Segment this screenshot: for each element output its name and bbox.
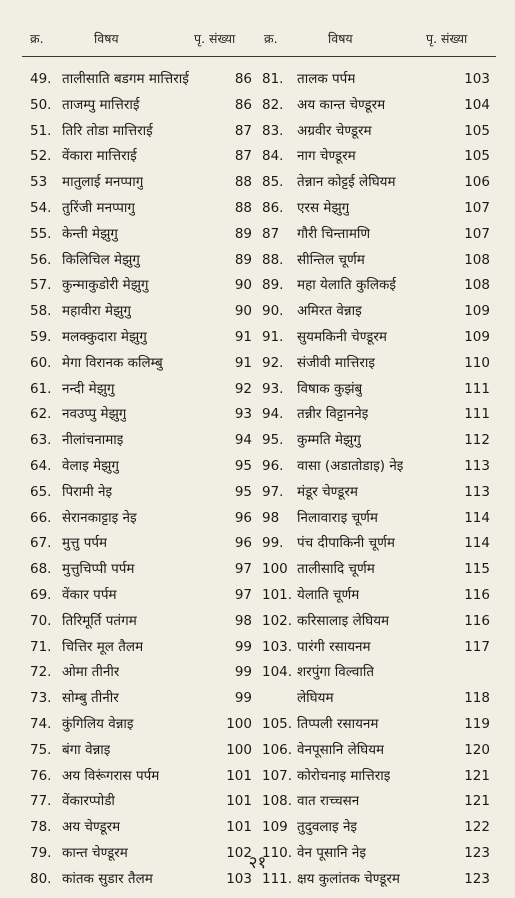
entry-title-left: मुत्तुचिप्पी पर्पम xyxy=(62,561,135,578)
entry-page-right: 120 xyxy=(464,741,490,758)
entry-page-left: 98 xyxy=(234,612,252,629)
entry-page-right: 121 xyxy=(464,793,490,810)
entry-title-left: तुरिंजी मनप्पागु xyxy=(62,200,136,216)
entry-number-right: 104. xyxy=(262,664,293,681)
entry-title-left: ताजम्पु मात्तिराई xyxy=(62,96,140,113)
table-row xyxy=(0,118,515,144)
entry-page-left: 88 xyxy=(234,200,252,216)
table-row xyxy=(0,272,515,298)
entry-number-left: 60. xyxy=(30,354,52,371)
entry-number-right: 107. xyxy=(262,767,293,784)
entry-page-right: 108 xyxy=(464,277,490,294)
entry-number-left: 72. xyxy=(30,664,52,681)
entry-page-right: 111 xyxy=(464,406,490,423)
entry-number-right: 109 xyxy=(262,819,288,836)
entry-number-right: 91. xyxy=(262,329,284,345)
entry-number-left: 58. xyxy=(30,303,52,320)
entry-number-left: 56. xyxy=(30,251,52,268)
entry-number-right: 105. xyxy=(262,716,293,732)
entry-title-right: संजीवी मात्तिराइ xyxy=(297,354,375,371)
page-number: २१ xyxy=(248,853,267,873)
entry-number-right: 93. xyxy=(262,380,284,397)
entry-number-right: 99. xyxy=(262,535,284,552)
entry-page-left: 91 xyxy=(234,354,252,371)
entry-title-left: मुत्तु पर्पम xyxy=(62,535,108,552)
table-row xyxy=(0,530,515,556)
entry-page-right: 103 xyxy=(464,71,490,87)
entry-number-left: 61. xyxy=(30,380,52,397)
entry-page-left: 92 xyxy=(234,380,252,397)
entry-title-left: बंगा वेन्नाइ xyxy=(62,741,111,758)
header-subject-right: विषय xyxy=(328,31,353,46)
table-row xyxy=(0,66,515,92)
entry-number-left: 57. xyxy=(30,277,52,294)
entry-title-left: पिरामी नेइ xyxy=(62,483,113,500)
table-row xyxy=(0,737,515,763)
entry-title-right: महा येलाति कुलिकई xyxy=(297,277,397,294)
table-row xyxy=(0,608,515,634)
entry-title-right: निलावाराइ चूर्णम xyxy=(297,509,378,526)
entry-title-left: तालीसाति बडगम मात्तिराई xyxy=(62,71,189,87)
table-row xyxy=(0,143,515,169)
entry-number-right: 85. xyxy=(262,174,284,191)
table-row xyxy=(0,169,515,195)
entry-page-right: 106 xyxy=(464,174,490,191)
entry-title-right: तुदुवलाइ नेइ xyxy=(297,819,358,836)
table-row xyxy=(0,298,515,324)
entry-title-right: नाग चेण्डूरम xyxy=(297,148,356,165)
entry-title-left: कांतक सुडार तैलम xyxy=(62,870,153,887)
entry-title-right: वेनपूसानि लेघियम xyxy=(297,741,385,758)
entry-page-left: 101 xyxy=(226,819,252,836)
entry-number-right: 102. xyxy=(262,612,293,629)
header-page-left: पृ. संख्या xyxy=(194,31,236,46)
entry-page-right: 117 xyxy=(464,638,490,655)
entry-page-left: 90 xyxy=(234,303,252,320)
entry-number-right: 87 xyxy=(262,225,280,242)
entry-number-left: 74. xyxy=(30,716,52,732)
entry-page-right: 105 xyxy=(464,148,490,165)
table-row xyxy=(0,505,515,531)
entry-title-right: वासा (अडातोडाइ) नेइ xyxy=(297,458,404,474)
entry-page-right: 107 xyxy=(464,225,490,242)
header-subject-left: विषय xyxy=(94,31,119,46)
entry-number-left: 55. xyxy=(30,225,52,242)
entry-page-right: 113 xyxy=(464,483,490,500)
entry-number-left: 67. xyxy=(30,535,52,552)
entry-number-left: 66. xyxy=(30,509,52,526)
table-row xyxy=(0,763,515,789)
entry-page-right: 104 xyxy=(464,96,490,113)
entry-page-left: 96 xyxy=(234,509,252,526)
table-row xyxy=(0,634,515,660)
entry-title-left: मेगा विरानक कलिम्बु xyxy=(62,354,163,371)
entry-number-right: 98 xyxy=(262,509,280,526)
entry-number-left: 59. xyxy=(30,329,52,345)
entry-title-left: तिरि तोडा मात्तिराई xyxy=(62,122,153,139)
table-row xyxy=(0,453,515,479)
entry-page-left: 101 xyxy=(226,767,252,784)
table-row xyxy=(0,221,515,247)
entry-number-left: 71. xyxy=(30,638,52,655)
entry-page-right: 121 xyxy=(464,767,490,784)
table-row xyxy=(0,195,515,221)
entry-page-right: 118 xyxy=(464,690,490,707)
entry-page-left: 96 xyxy=(234,535,252,552)
header-page-right: पृ. संख्या xyxy=(426,31,468,46)
entry-title-right: सीन्तिल चूर्णम xyxy=(297,251,365,268)
entry-page-right: 114 xyxy=(464,509,490,526)
entry-page-left: 87 xyxy=(234,148,252,165)
entry-title-right: कोरोचनाइ मात्तिराइ xyxy=(297,767,391,784)
entry-number-left: 51. xyxy=(30,122,52,139)
entry-number-right: 96. xyxy=(262,458,284,474)
entry-title-right: शरपुंगा विल्वाति xyxy=(297,664,375,681)
entry-number-left: 62. xyxy=(30,406,52,423)
entry-page-left: 86 xyxy=(234,96,252,113)
entry-title-left: वेलाइ मेझुगु xyxy=(62,458,119,474)
entry-title-left: नीलांचनामाइ xyxy=(62,432,124,449)
entry-number-left: 54. xyxy=(30,200,52,216)
entry-title-left: वेंकारा मात्तिराई xyxy=(62,148,137,165)
entry-page-left: 102 xyxy=(226,845,252,861)
entry-title-left: कान्त चेण्डूरम xyxy=(62,845,128,861)
entry-page-left: 100 xyxy=(226,716,252,732)
entry-page-left: 99 xyxy=(234,690,252,707)
entry-title-right: गौरी चिन्तामणि xyxy=(297,225,371,242)
entry-number-right: 100 xyxy=(262,561,288,578)
entry-number-left: 49. xyxy=(30,71,52,87)
table-row xyxy=(0,685,515,711)
entry-page-right: 109 xyxy=(464,329,490,345)
entry-title-left: किलिचिल मेझुगु xyxy=(62,251,140,268)
entry-page-right: 114 xyxy=(464,535,490,552)
entry-title-left: वेंकारप्पोडी xyxy=(62,793,115,810)
entry-title-left: मातुलाई मनप्पागु xyxy=(62,174,144,191)
entry-page-right: 116 xyxy=(464,587,490,603)
entry-number-right: 95. xyxy=(262,432,284,449)
entry-title-right: तन्नीर विट्टाननेइ xyxy=(297,406,369,423)
entry-title-left: नवउप्पु मेझुगु xyxy=(62,406,127,423)
entry-number-right: 88. xyxy=(262,251,284,268)
entry-number-left: 52. xyxy=(30,148,52,165)
entry-page-right: 111 xyxy=(464,380,490,397)
entry-number-left: 65. xyxy=(30,483,52,500)
entry-page-left: 94 xyxy=(234,432,252,449)
entry-number-right: 111. xyxy=(262,870,293,887)
table-row xyxy=(0,401,515,427)
entry-number-left: 69. xyxy=(30,587,52,603)
entry-page-left: 95 xyxy=(234,483,252,500)
table-row xyxy=(0,788,515,814)
entry-title-left: सोम्बु तीनीर xyxy=(62,690,119,707)
entry-number-right: 101. xyxy=(262,587,293,603)
entry-title-right: लेघियम xyxy=(297,690,334,707)
entry-page-right: 115 xyxy=(464,561,490,578)
entry-page-right: 113 xyxy=(464,458,490,474)
entry-title-right: मंडूर चेण्डूरम xyxy=(297,483,358,500)
entry-number-right: 83. xyxy=(262,122,284,139)
entry-title-left: नन्दी मेझुगु xyxy=(62,380,115,397)
entry-page-right: 107 xyxy=(464,200,490,216)
entry-number-right: 89. xyxy=(262,277,284,294)
entry-number-left: 64. xyxy=(30,458,52,474)
entry-page-left: 101 xyxy=(226,793,252,810)
entry-title-left: वेंकार पर्पम xyxy=(62,587,117,603)
entry-number-left: 75. xyxy=(30,741,52,758)
table-row xyxy=(0,324,515,350)
header-number-right: क्र. xyxy=(264,31,278,46)
entry-page-right: 122 xyxy=(464,819,490,836)
entry-number-left: 78. xyxy=(30,819,52,836)
entry-number-right: 92. xyxy=(262,354,284,371)
entry-number-left: 76. xyxy=(30,767,52,784)
entry-number-right: 110. xyxy=(262,845,293,861)
entry-number-left: 77. xyxy=(30,793,52,810)
entry-page-left: 91 xyxy=(234,329,252,345)
entry-title-right: तालीसादि चूर्णम xyxy=(297,561,375,578)
entry-number-right: 90. xyxy=(262,303,284,320)
entry-number-right: 106. xyxy=(262,741,293,758)
table-row xyxy=(0,350,515,376)
header-number-left: क्र. xyxy=(30,31,44,46)
entry-page-left: 86 xyxy=(234,71,252,87)
entry-page-right: 108 xyxy=(464,251,490,268)
entry-page-right: 123 xyxy=(464,845,490,861)
entry-title-right: तेन्नान कोट्टई लेघियम xyxy=(297,174,396,191)
table-row xyxy=(0,711,515,737)
entry-title-left: अय विरूंगरास पर्पम xyxy=(62,767,160,784)
entry-number-right: 103. xyxy=(262,638,293,655)
entry-title-left: केन्ती मेझुगु xyxy=(62,225,118,242)
entry-page-left: 88 xyxy=(234,174,252,191)
entry-number-right: 94. xyxy=(262,406,284,423)
entry-title-right: येलाति चूर्णम xyxy=(297,587,360,603)
entry-number-right: 86. xyxy=(262,200,284,216)
entry-number-left: 63. xyxy=(30,432,52,449)
entry-page-right: 105 xyxy=(464,122,490,139)
entry-page-left: 89 xyxy=(234,225,252,242)
entry-title-right: एरस मेझुगु xyxy=(297,200,350,216)
entry-title-left: सेरानकाट्टाइ नेइ xyxy=(62,509,137,526)
entry-title-left: चित्तिर मूल तैलम xyxy=(62,638,144,655)
entry-page-right: 112 xyxy=(464,432,490,449)
table-header xyxy=(0,30,515,54)
entry-page-right: 119 xyxy=(464,716,490,732)
entry-title-left: अय चेण्डूरम xyxy=(62,819,121,836)
entry-page-right: 116 xyxy=(464,612,490,629)
entry-title-left: तिरिमूर्ति पतंगम xyxy=(62,612,137,629)
entry-page-right: 110 xyxy=(464,354,490,371)
entry-page-left: 87 xyxy=(234,122,252,139)
entry-page-left: 100 xyxy=(226,741,252,758)
table-row xyxy=(0,247,515,273)
table-row xyxy=(0,376,515,402)
entry-title-left: कुन्माकुडोरी मेझुगु xyxy=(62,277,149,294)
table-row xyxy=(0,427,515,453)
entry-page-left: 97 xyxy=(234,587,252,603)
entry-title-right: तालक पर्पम xyxy=(297,71,356,87)
entry-title-right: करिसालाइ लेघियम xyxy=(297,612,390,629)
entry-title-right: वात राच्चसन xyxy=(297,793,360,810)
entry-title-right: अग्रवीर चेण्डूरम xyxy=(297,122,372,139)
entry-page-left: 103 xyxy=(226,870,252,887)
entry-number-left: 53 xyxy=(30,174,48,191)
entry-page-left: 89 xyxy=(234,251,252,268)
entry-number-left: 80. xyxy=(30,870,52,887)
entry-page-left: 93 xyxy=(234,406,252,423)
entry-title-right: कुम्मति मेझुगु xyxy=(297,432,361,449)
entry-title-right: वेन पूसानि नेइ xyxy=(297,845,366,861)
entry-title-right: विषाक कुझंबु xyxy=(297,380,363,397)
entry-page-right: 123 xyxy=(464,870,490,887)
entry-title-left: कुंगिलिय वेन्नाइ xyxy=(62,716,134,732)
table-row xyxy=(0,659,515,685)
entry-number-right: 84. xyxy=(262,148,284,165)
entry-number-right: 97. xyxy=(262,483,284,500)
entry-page-left: 95 xyxy=(234,458,252,474)
entry-page-left: 99 xyxy=(234,664,252,681)
table-row xyxy=(0,582,515,608)
entry-page-left: 99 xyxy=(234,638,252,655)
entry-title-right: पंच दीपाकिनी चूर्णम xyxy=(297,535,395,552)
entry-title-right: क्षय कुलांतक चेण्डूरम xyxy=(297,870,400,887)
header-divider xyxy=(22,56,496,57)
entry-number-right: 108. xyxy=(262,793,293,810)
entry-number-left: 68. xyxy=(30,561,52,578)
table-row xyxy=(0,92,515,118)
entry-number-right: 82. xyxy=(262,96,284,113)
entry-page-left: 90 xyxy=(234,277,252,294)
entry-number-left: 73. xyxy=(30,690,52,707)
entry-title-right: सुयमकिनी चेण्डूरम xyxy=(297,329,387,345)
table-row xyxy=(0,556,515,582)
entry-number-left: 50. xyxy=(30,96,52,113)
entry-title-right: पारंगी रसायनम xyxy=(297,638,371,655)
entry-title-left: महावीरा मेझुगु xyxy=(62,303,131,320)
entry-title-right: अमिरत वेन्नाइ xyxy=(297,303,362,320)
entry-number-left: 70. xyxy=(30,612,52,629)
entry-number-left: 79. xyxy=(30,845,52,861)
entry-page-right: 109 xyxy=(464,303,490,320)
table-row xyxy=(0,814,515,840)
entry-title-right: तिप्पली रसायनम xyxy=(297,716,379,732)
entry-number-right: 81. xyxy=(262,71,284,87)
table-row xyxy=(0,479,515,505)
entry-title-left: ओमा तीनीर xyxy=(62,664,120,681)
entry-page-left: 97 xyxy=(234,561,252,578)
entry-title-right: अय कान्त चेण्डूरम xyxy=(297,96,386,113)
entry-title-left: मलक्कुदारा मेझुगु xyxy=(62,329,147,345)
